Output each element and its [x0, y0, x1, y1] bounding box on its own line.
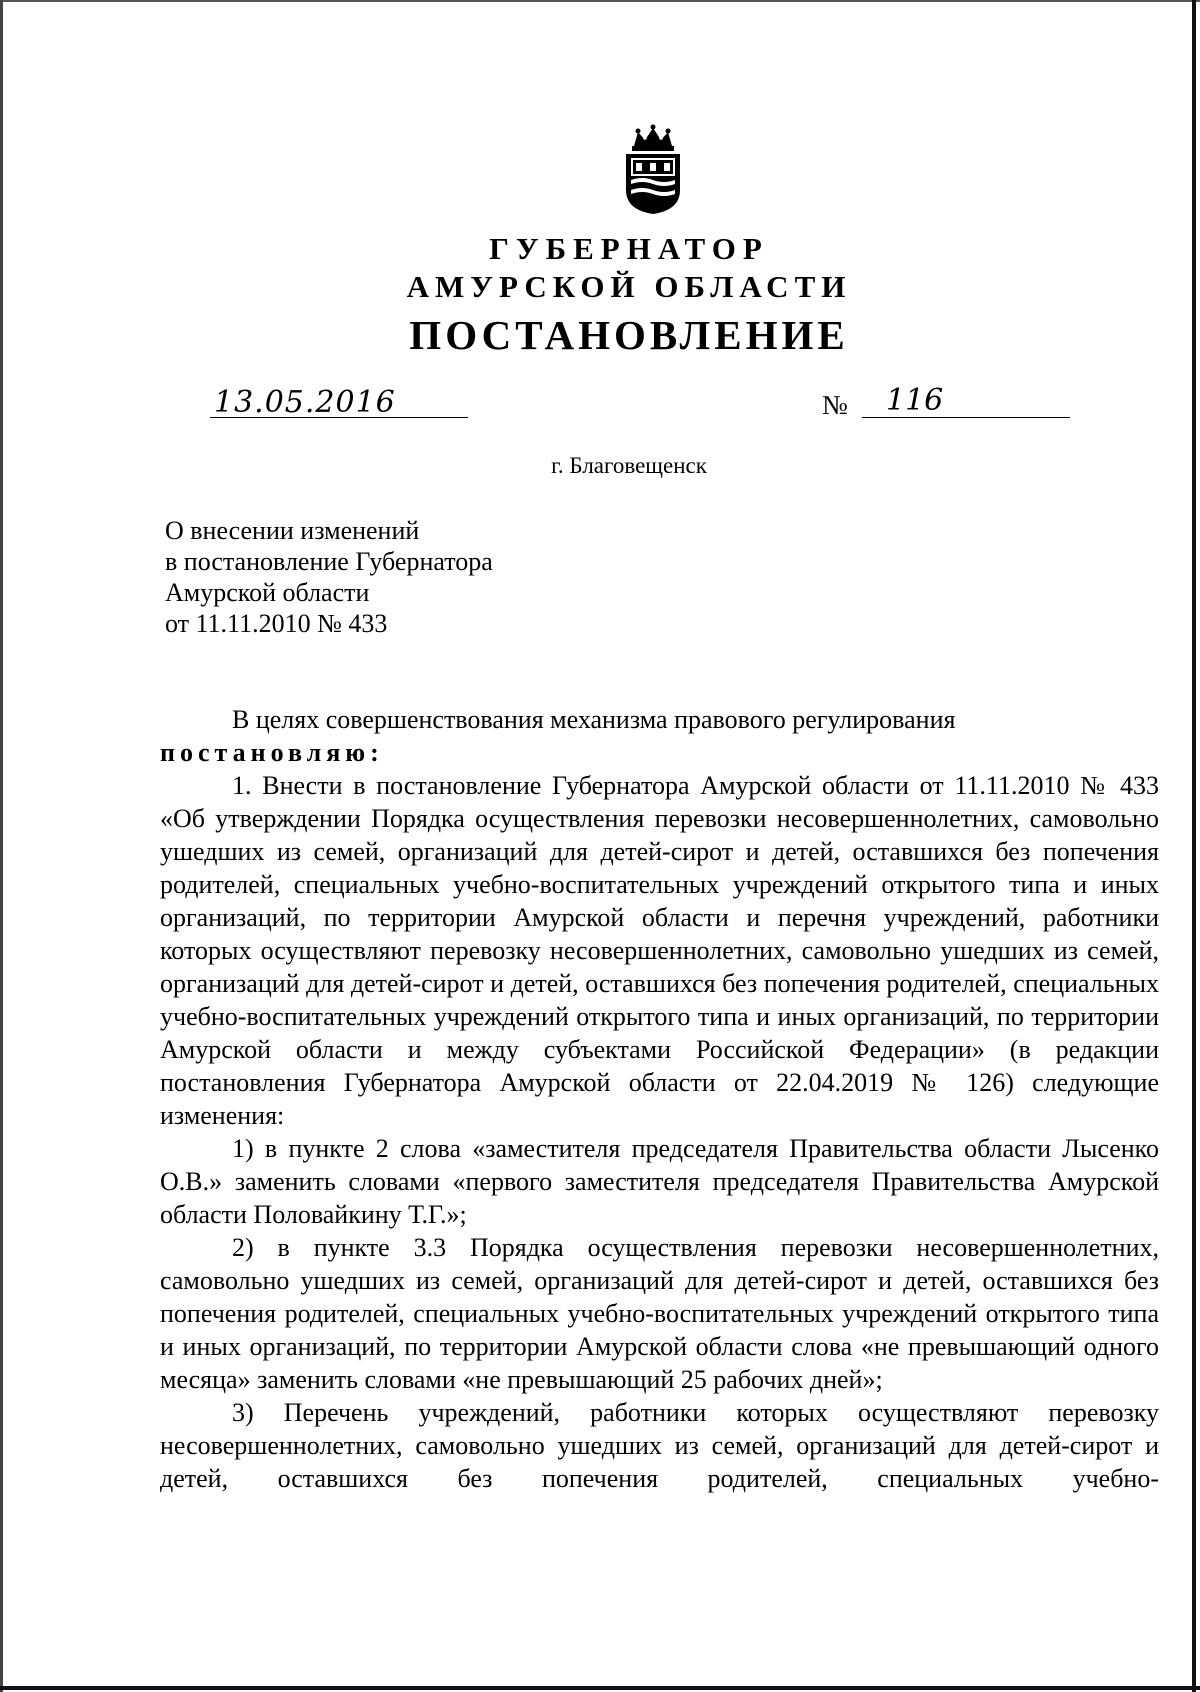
date-underline [210, 416, 468, 418]
number-underline [862, 416, 1070, 418]
document-type: ПОСТАНОВЛЕНИЕ [409, 312, 849, 358]
document-subject [165, 515, 493, 639]
subject-line-2: в постановление Губернатора [165, 547, 493, 576]
coat-of-arms-icon [618, 124, 688, 216]
issuer-region: АМУРСКОЙ ОБЛАСТИ [406, 269, 852, 304]
preamble-paragraph: В целях совершенствования механизма правового регулирования [232, 705, 956, 734]
issuer-title: ГУБЕРНАТОР [489, 231, 769, 266]
subitem-2-paragraph: 2) в пункте 3.3 Порядка осуществления перевозки несовершеннолетних, самовольно ушедших из семей, организаций для детей-сирот и детей, оставшихся без попечения родителей, специальных учебно-воспитательных учреждений открытого типа и иных организаций, по территории Амурской области слова «не превышающий одного месяца» заменить словами «не превышающий 25 рабочих дней»; [160, 1233, 1159, 1394]
subject-line-4: от 11.11.2010 № 433 [165, 609, 388, 638]
subitem-1-paragraph: 1) в пункте 2 слова «заместителя председателя Правительства области Лысенко О.В.» заменить словами «первого заместителя председателя Правительства Амурской области Половайкину Т.Г.»; [160, 1134, 1159, 1229]
city-line: г. Благовещенск [551, 453, 707, 478]
handwritten-number: 116 [886, 383, 944, 418]
decree-word: постановляю: [160, 738, 384, 767]
scan-border-top [0, 0, 1200, 2]
item-1-paragraph: 1. Внести в постановление Губернатора Амурской области от 11.11.2010 № 433 «Об утверждении Порядка осуществления перевозки несовершеннолетних, самовольно ушедших из семей, организаций для детей-сирот и детей, оставшихся без попечения родителей, специальных учебно-воспитательных учреждений открытого типа и иных организаций, по территории Амурской области и перечня учреждений, работники которых осуществляют перевозку несовершеннолетних, самовольно ушедших из семей, организаций для детей-сирот и детей, оставшихся без попечения родителей, специальных учебно-воспитательных учреждений открытого типа и иных организаций, по территории Амурской области и между субъектами Российской Федерации» (в редакции постановления Губернатора Амурской области от 22.04.2019 № 126) следующие изменения: [160, 771, 1159, 1130]
scan-border-bottom [0, 1686, 1200, 1690]
subitem-3-paragraph: 3) Перечень учреждений, работники которых осуществляют перевозку несовершеннолетних, самовольно ушедших из семей, организаций для детей-сирот и детей, оставшихся без попечения родителей, специальных учебно- [160, 1398, 1159, 1493]
document-body [160, 703, 1159, 1495]
subject-line-3: Амурской области [165, 578, 370, 607]
number-sign: № [822, 390, 848, 420]
handwritten-date: 13.05.2016 [214, 385, 396, 420]
subject-line-1: О внесении изменений [165, 516, 420, 545]
